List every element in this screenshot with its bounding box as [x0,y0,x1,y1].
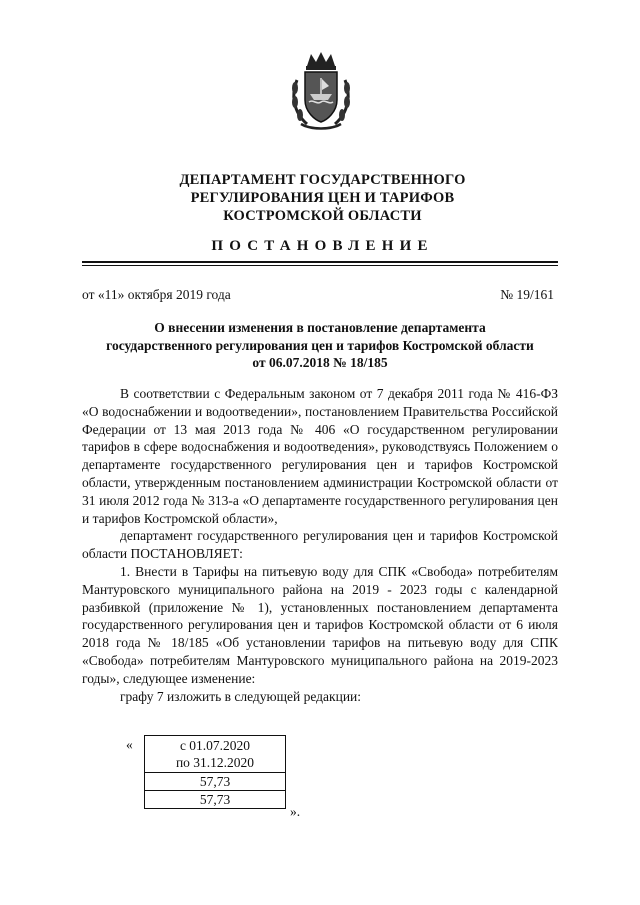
tariff-value-cell: 57,73 [145,791,286,809]
title-line-3: от 06.07.2018 № 18/185 [252,355,388,370]
opening-quote: « [126,737,133,752]
amended-column-block [122,735,322,825]
body-paragraph-instruction: графу 7 изложить в следующей редакции: [120,688,362,704]
period-to: по 31.12.2020 [175,755,255,770]
body-paragraph-preamble: В соответствии с Федеральным законом от 7 декабря 2011 года № 416-ФЗ «О водоснабжении и водоотведении», постановлением Правительства Российской Федерации от 13 мая 2013 года № 406 «О государственном регулировании тарифов в сфере водоснабжения и водоотведения», руководствуясь Положением о департаменте государственного регулирования цен и тарифов Костромской области, утвержденным постановлением администрации Костромской области от 31 июля 2012 года № 313-а «О департаменте государственного регулирования цен и тарифов Костромской области», [82,386,558,526]
period-cell [145,736,286,773]
period-from: с 01.07.2020 [179,738,251,753]
resolution-title [82,319,558,372]
table-row [145,736,286,773]
document-date: от «11» октября 2019 года [82,287,231,302]
document-type-title: ПОСТАНОВЛЕНИЕ [211,238,434,254]
title-line-2: государственного регулирования цен и тарифов Костромской области [106,337,534,353]
body-paragraph-resolves: департамент государственного регулирования цен и тарифов Костромской области ПОСТАНОВЛЯЕТ: [82,528,558,562]
kostroma-coat-of-arms-icon [287,50,355,132]
table-row [145,791,286,809]
closing-quote: ». [290,804,301,819]
department-header [100,171,545,225]
body-paragraph-item-1: 1. Внести в Тарифы на питьевую воду для СПК «Свобода» потребителям Мантуровского муниципального района на 2019 - 2023 годы с календарной разбивкой (приложение № 1), установленных постановлением департамента государственного регулирования цен и тарифов Костромской области от 6 июля 2018 года № 18/185 «Об установлении тарифов на питьевую воду для СПК «Свобода» потребителям Мантуровского муниципального района на 2019-2023 годы», следующее изменение: [82,563,558,686]
tariff-column-table [144,735,286,809]
header-divider [82,261,558,266]
table-row [145,773,286,791]
document-number: № 19/161 [500,287,554,302]
document-body [82,385,558,705]
header-line-1: ДЕПАРТАМЕНТ ГОСУДАРСТВЕННОГО [179,172,466,188]
title-line-1: О внесении изменения в постановление департамента [154,320,486,335]
header-line-2: РЕГУЛИРОВАНИЯ ЦЕН И ТАРИФОВ [190,190,455,206]
tariff-value-cell: 57,73 [145,773,286,791]
header-line-3: КОСТРОМСКОЙ ОБЛАСТИ [223,208,422,224]
